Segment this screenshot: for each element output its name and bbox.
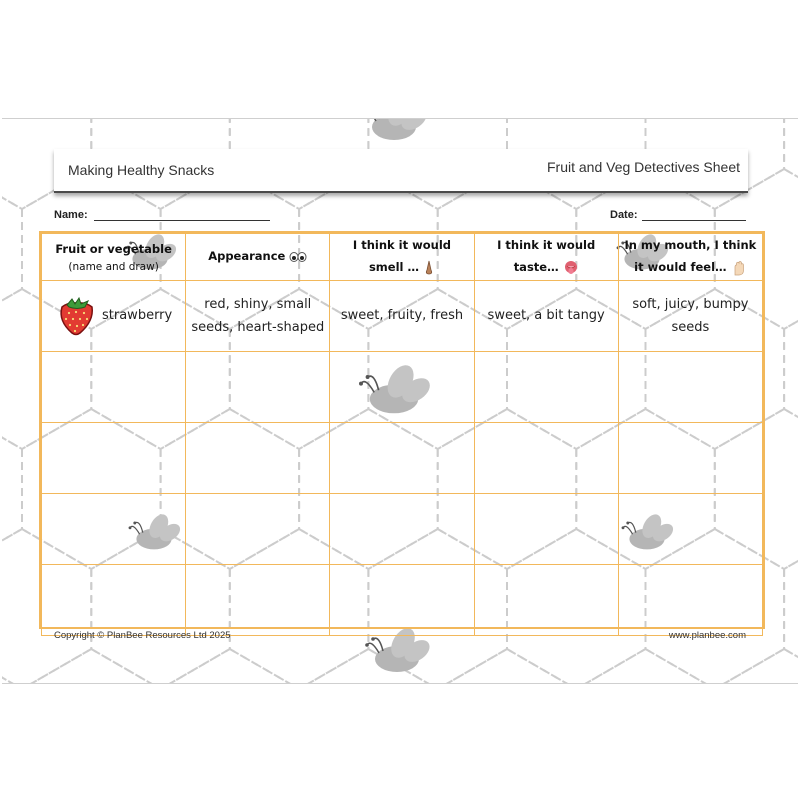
honeycomb-cell [22,649,161,683]
feel-cell[interactable]: soft, juicy, bumpy seeds [618,281,762,352]
detective-table [39,231,765,629]
taste-cell[interactable] [474,494,618,565]
taste-cell[interactable] [474,352,618,423]
name-label: Name: [54,209,88,221]
column-header-fruit [42,234,186,281]
column-header-label: I think it would smell … [352,238,451,274]
bee-icon [362,119,430,140]
date-label: Date: [610,209,638,221]
column-header-label: Appearance [208,249,286,264]
fruit-cell[interactable] [42,565,186,636]
name-line[interactable] [94,220,270,221]
column-header-appearance [186,234,330,281]
smell-cell[interactable] [330,494,474,565]
taste-cell[interactable] [474,565,618,636]
sheet-title: Fruit and Veg Detectives Sheet [547,159,740,175]
table-row [42,281,763,352]
column-header-sub: (name and draw) [68,261,159,274]
worksheet [2,118,798,684]
honeycomb-cell [161,649,300,683]
column-header-label: Fruit or vegetable [55,242,172,257]
honeycomb-cell [2,409,22,569]
lesson-title: Making Healthy Snacks [68,162,215,178]
fruit-cell[interactable] [42,494,186,565]
eyes-icon [289,252,307,262]
tongue-icon [563,260,579,276]
smell-cell[interactable]: sweet, fruity, fresh [330,281,474,352]
honeycomb-cell [438,649,577,683]
date-line[interactable] [642,220,746,221]
copyright-text: Copyright © PlanBee Resources Ltd 2025 [54,630,231,641]
fruit-cell[interactable] [42,281,186,352]
fruit-name: strawberry [102,308,173,324]
feel-cell[interactable] [618,423,762,494]
title-banner [54,149,748,193]
honeycomb-cell [715,649,798,683]
smell-cell[interactable] [330,352,474,423]
taste-cell[interactable] [474,423,618,494]
column-header-label: In my mouth, I think it would feel… [624,238,757,274]
table-row [42,565,763,636]
appearance-cell[interactable] [186,423,330,494]
honeycomb-cell [2,169,22,329]
nose-icon [423,260,435,276]
appearance-cell[interactable] [186,352,330,423]
strawberry-icon [54,295,98,337]
appearance-cell[interactable]: red, shiny, small seeds, heart-shaped [186,281,330,352]
table-row [42,352,763,423]
honeycomb-cell [576,649,715,683]
smell-cell[interactable] [330,423,474,494]
feel-cell[interactable] [618,352,762,423]
honeycomb-cell [784,289,798,449]
hand-icon [731,260,747,276]
fruit-cell[interactable] [42,423,186,494]
column-header-feel [618,234,762,281]
honeycomb-cell [784,119,798,209]
column-header-taste [474,234,618,281]
appearance-cell[interactable] [186,565,330,636]
fruit-cell[interactable] [42,352,186,423]
honeycomb-cell [784,529,798,683]
website-link[interactable]: www.planbee.com [668,630,746,641]
table-row [42,423,763,494]
appearance-cell[interactable] [186,494,330,565]
table-row [42,494,763,565]
feel-cell[interactable] [618,494,762,565]
smell-cell[interactable] [330,565,474,636]
table-header-row [42,234,763,281]
honeycomb-cell [2,649,22,683]
column-header-label: I think it would taste… [497,238,596,274]
column-header-smell [330,234,474,281]
taste-cell[interactable]: sweet, a bit tangy [474,281,618,352]
feel-cell[interactable] [618,565,762,636]
